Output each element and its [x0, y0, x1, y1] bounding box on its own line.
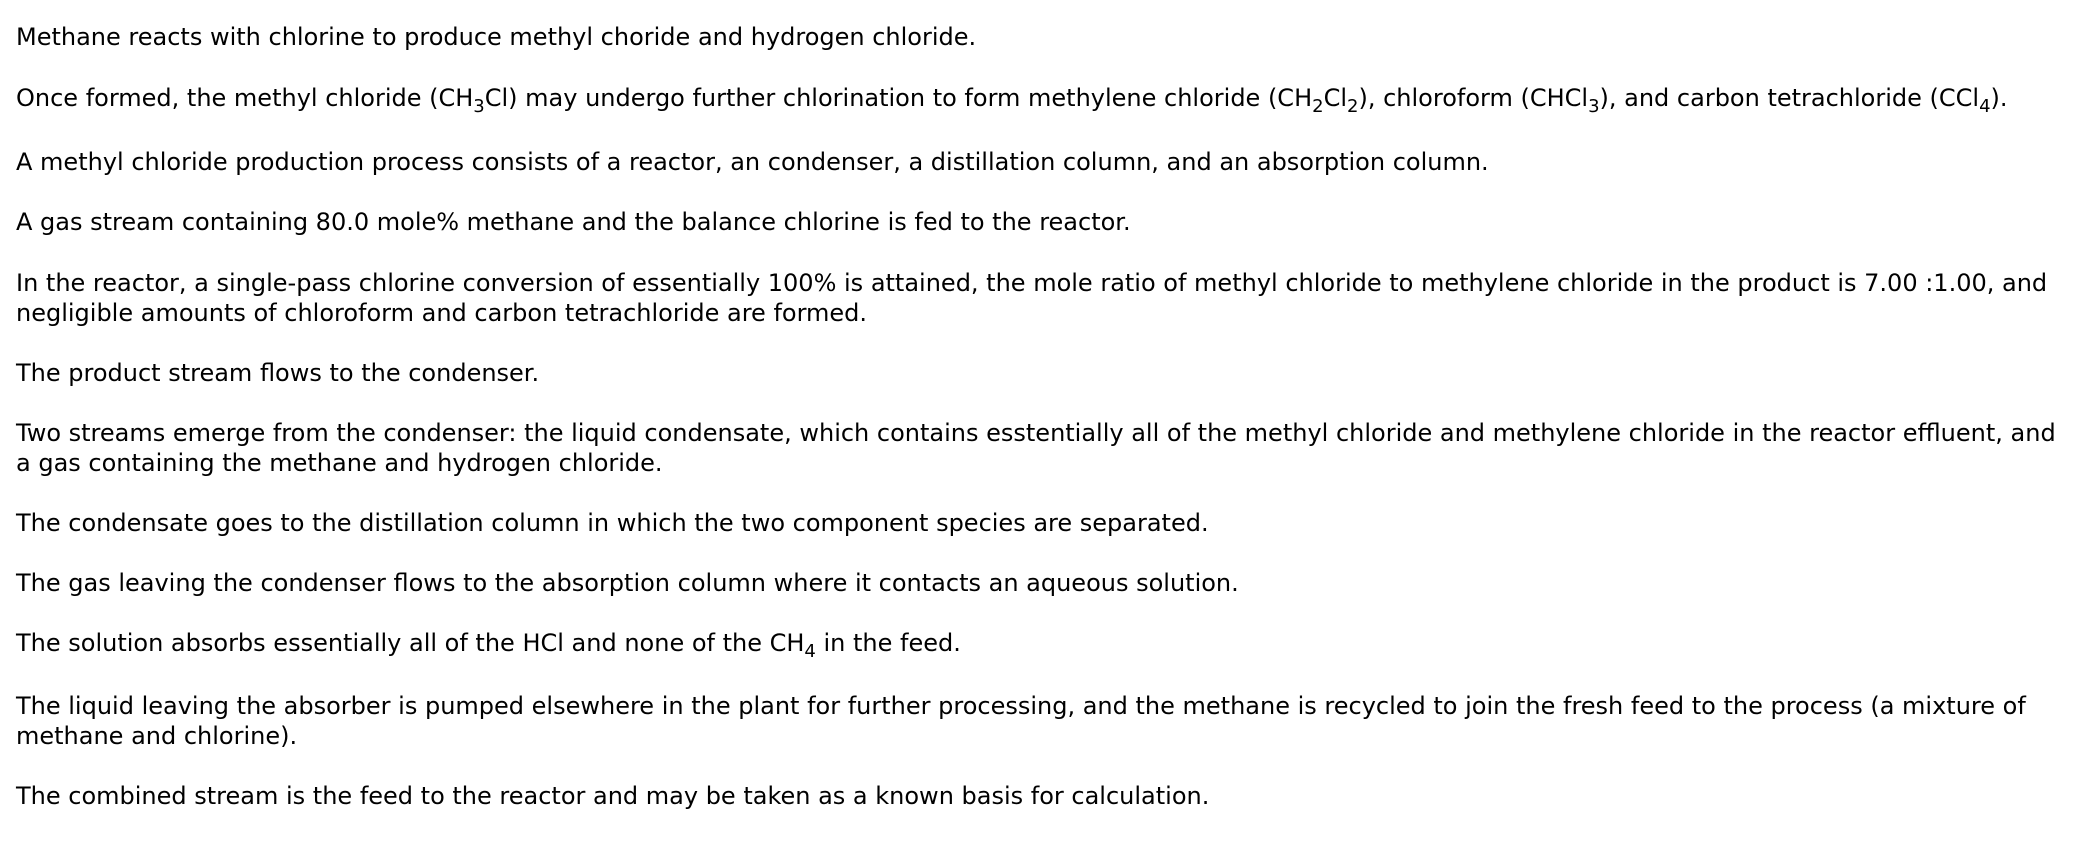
paragraph-reaction: Methane reacts with chlorine to produce methyl choride and hydrogen chloride. [16, 23, 977, 51]
text-segment: Cl [1323, 84, 1348, 112]
paragraph-condenser-outputs: Two streams emerge from the condenser: the liquid condensate, which contains esstentially all of the methyl chloride and methylene chloride in the reactor effluent, and a gas containing the methane and hydrogen chloride. [16, 419, 2056, 477]
paragraph-further-chlorination [16, 83, 2076, 117]
text-segment: ), and carbon tetrachloride (CCl [1599, 84, 1980, 112]
paragraph-distillation: The condensate goes to the distillation column in which the two component species are separated. [16, 509, 1209, 537]
text-segment: Cl) may undergo further chlorination to form methylene chloride (CH [484, 84, 1313, 112]
text-segment: in the feed. [815, 629, 961, 657]
paragraph-feed-composition: A gas stream containing 80.0 mole% methane and the balance chlorine is fed to the reactor. [16, 208, 1131, 236]
subscript: 3 [1588, 96, 1600, 117]
subscript: 4 [804, 641, 816, 662]
text-segment: Once formed, the methyl chloride (CH [16, 84, 474, 112]
paragraph-product-stream: The product stream flows to the condenser. [16, 359, 540, 387]
text-segment: The solution absorbs essentially all of the HCl and none of the CH [16, 629, 805, 657]
text-segment: ), chloroform (CHCl [1358, 84, 1589, 112]
paragraph-absorption-solution [16, 628, 2076, 662]
paragraph-recycle: The liquid leaving the absorber is pumped elsewhere in the plant for further processing, and the methane is recycled to join the fresh feed to the process (a mixture of methane and chlorine). [16, 692, 2026, 750]
subscript: 3 [473, 96, 485, 117]
subscript: 2 [1347, 96, 1359, 117]
paragraph-absorption-column: The gas leaving the condenser flows to the absorption column where it contacts an aqueous solution. [16, 569, 1239, 597]
text-segment: ). [1990, 84, 2008, 112]
subscript: 2 [1312, 96, 1324, 117]
paragraph-basis: The combined stream is the feed to the reactor and may be taken as a known basis for calculation. [16, 782, 1210, 810]
subscript: 4 [1979, 96, 1991, 117]
paragraph-process-units: A methyl chloride production process consists of a reactor, an condenser, a distillation column, and an absorption column. [16, 148, 1489, 176]
paragraph-reactor-conditions: In the reactor, a single-pass chlorine conversion of essentially 100% is attained, the mole ratio of methyl chloride to methylene chloride in the product is 7.00 :1.00, and negligible amounts of chloroform and carbon tetrachloride are formed. [16, 269, 2048, 327]
